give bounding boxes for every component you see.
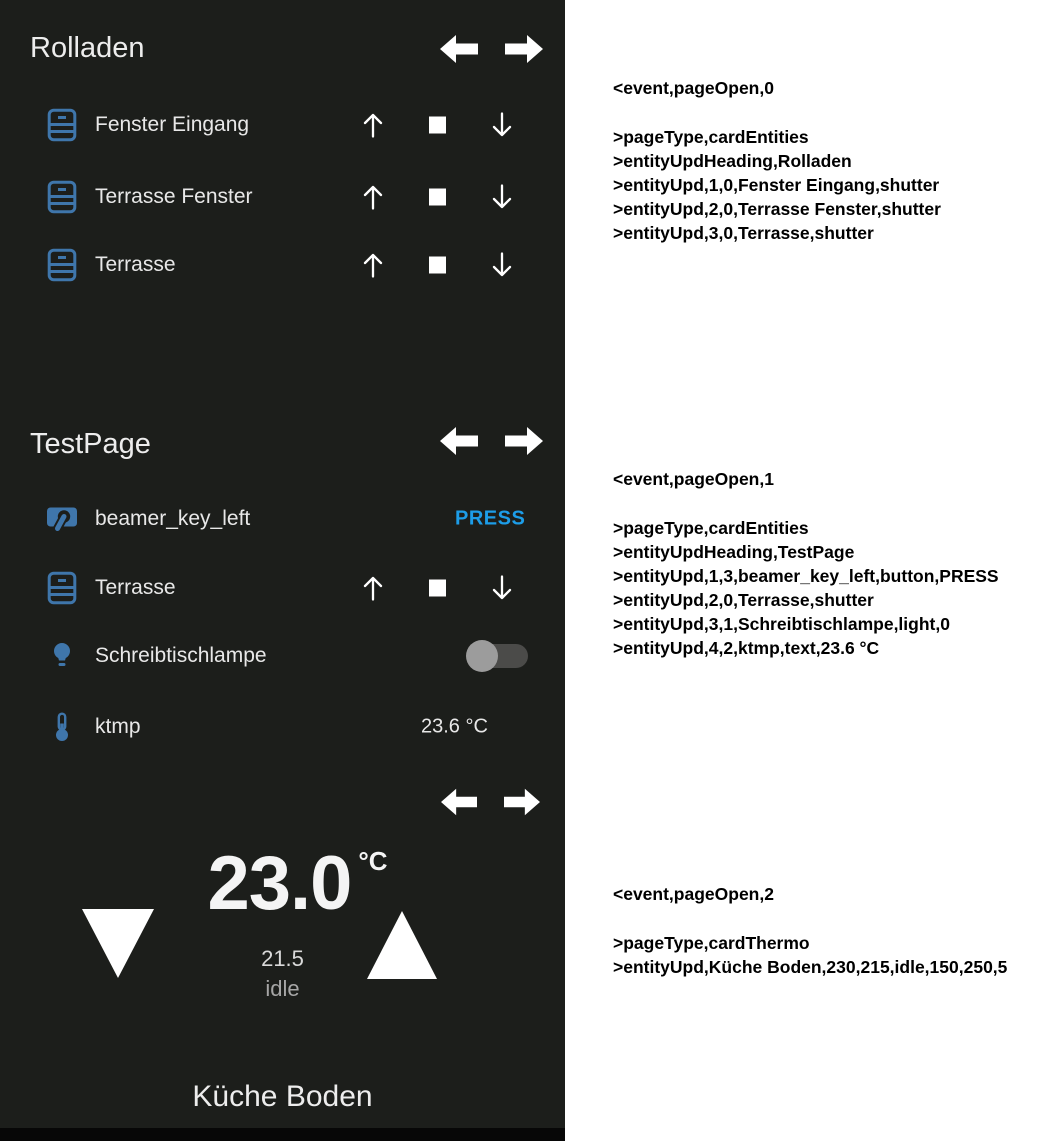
next-page-arrow-icon[interactable] xyxy=(504,787,540,817)
protocol-line: >pageType,cardEntities xyxy=(613,127,809,147)
entity-label: beamer_key_left xyxy=(95,507,251,530)
next-page-arrow-icon[interactable] xyxy=(505,34,543,64)
page-title: Rolladen xyxy=(30,32,145,64)
shutter-stop-icon[interactable] xyxy=(429,580,446,597)
protocol-line: >entityUpd,2,0,Terrasse,shutter xyxy=(613,590,874,610)
window-shutter-icon xyxy=(44,571,80,605)
shutter-up-icon[interactable] xyxy=(361,575,385,602)
target-temperature: 21.5 xyxy=(261,946,304,971)
entity-label: Fenster Eingang xyxy=(95,113,250,136)
gesture-tap-button-icon xyxy=(44,504,80,535)
protocol-line: >entityUpd,1,0,Fenster Eingang,shutter xyxy=(613,175,940,195)
protocol-line: >pageType,cardThermo xyxy=(613,933,810,953)
protocol-line: >entityUpdHeading,Rolladen xyxy=(613,151,852,171)
entity-row xyxy=(0,636,565,676)
light-toggle-switch[interactable] xyxy=(466,640,530,672)
protocol-line: >entityUpd,4,2,ktmp,text,23.6 °C xyxy=(613,638,880,658)
window-shutter-icon xyxy=(44,180,80,214)
protocol-block-pageopen-1 xyxy=(613,467,999,660)
entity-label: Terrasse xyxy=(95,253,176,276)
shutter-down-icon[interactable] xyxy=(490,184,514,211)
entity-row xyxy=(0,245,565,285)
shutter-up-icon[interactable] xyxy=(361,184,385,211)
protocol-line: >entityUpd,3,0,Terrasse,shutter xyxy=(613,223,874,243)
protocol-line: >entityUpd,2,0,Terrasse Fenster,shutter xyxy=(613,199,941,219)
thermometer-icon xyxy=(44,712,80,743)
shutter-down-icon[interactable] xyxy=(490,252,514,279)
prev-page-arrow-icon[interactable] xyxy=(440,426,478,456)
lightbulb-icon xyxy=(44,641,80,672)
shutter-down-icon[interactable] xyxy=(490,575,514,602)
shutter-stop-icon[interactable] xyxy=(429,117,446,134)
protocol-block-pageopen-0 xyxy=(613,76,941,245)
next-page-arrow-icon[interactable] xyxy=(505,426,543,456)
protocol-line: >entityUpdHeading,TestPage xyxy=(613,542,855,562)
entity-label: Schreibtischlampe xyxy=(95,644,267,667)
entity-row xyxy=(0,707,565,747)
protocol-line: >entityUpd,Küche Boden,230,215,idle,150,250,5 xyxy=(613,957,1008,977)
protocol-line: >entityUpd,3,1,Schreibtischlampe,light,0 xyxy=(613,614,950,634)
shutter-stop-icon[interactable] xyxy=(429,257,446,274)
window-shutter-icon xyxy=(44,248,80,282)
entity-label: Terrasse Fenster xyxy=(95,185,253,208)
sensor-value: 23.6 °C xyxy=(421,715,488,738)
press-button[interactable]: PRESS xyxy=(455,507,526,530)
temperature-value: 23.0 xyxy=(207,841,352,926)
prev-page-arrow-icon[interactable] xyxy=(440,34,478,64)
shutter-down-icon[interactable] xyxy=(490,112,514,139)
page-title: TestPage xyxy=(30,428,151,460)
shutter-up-icon[interactable] xyxy=(361,252,385,279)
window-shutter-icon xyxy=(44,108,80,142)
temperature-unit: °C xyxy=(358,846,388,876)
protocol-block-pageopen-2 xyxy=(613,882,1007,979)
entity-row xyxy=(0,177,565,217)
toggle-knob xyxy=(466,640,498,672)
event-line: <event,pageOpen,2 xyxy=(613,884,774,904)
shutter-stop-icon[interactable] xyxy=(429,189,446,206)
hvac-state: idle xyxy=(265,976,300,1001)
protocol-line: >pageType,cardEntities xyxy=(613,518,809,538)
screen-bottom-strip xyxy=(0,1128,565,1141)
entity-row xyxy=(0,568,565,608)
entity-row xyxy=(0,105,565,145)
prev-page-arrow-icon[interactable] xyxy=(441,787,477,817)
protocol-line: >entityUpd,1,3,beamer_key_left,button,PRESS xyxy=(613,566,999,586)
shutter-up-icon[interactable] xyxy=(361,112,385,139)
event-line: <event,pageOpen,0 xyxy=(613,78,774,98)
entity-row xyxy=(0,499,565,539)
event-line: <event,pageOpen,1 xyxy=(613,469,774,489)
entity-label: Terrasse xyxy=(95,576,176,599)
entity-label: ktmp xyxy=(95,715,141,738)
thermostat-title: Küche Boden xyxy=(192,1080,373,1113)
